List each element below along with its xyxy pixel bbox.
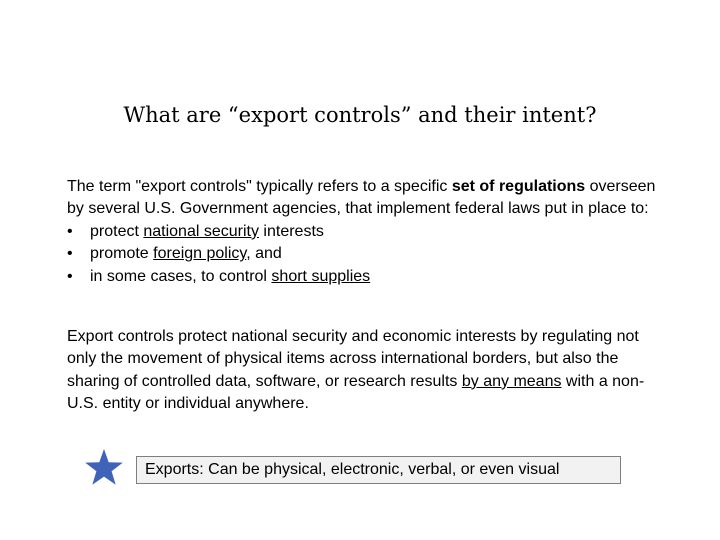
slide-title: What are “export controls” and their intent? bbox=[123, 103, 597, 127]
bullet-underlined: national security bbox=[143, 222, 259, 240]
regulations-emphasis: set of regulations bbox=[451, 178, 586, 195]
star-icon bbox=[84, 448, 124, 488]
bullet-text: in some cases, to control bbox=[90, 267, 272, 285]
bullet-text: interests bbox=[258, 222, 324, 240]
intent-list bbox=[67, 221, 667, 288]
exports-callout: Exports: Can be physical, electronic, verbal, or even visual bbox=[136, 456, 621, 484]
controls-text: Export controls protect national security and economic interests by regulating not only the movement of physical items across international borders, but also the sharing of controlled data, software, or research results bbox=[67, 328, 639, 390]
bullet-underlined: short supplies bbox=[271, 267, 371, 285]
bullet-underlined: foreign policy bbox=[153, 245, 247, 263]
bullet-text: promote bbox=[90, 245, 154, 263]
list-item bbox=[67, 221, 667, 243]
controls-text-end: with a non-U.S. entity or individual anywhere. bbox=[67, 372, 645, 413]
intro-text bbox=[67, 176, 667, 221]
bullet-text: protect bbox=[90, 222, 144, 240]
bullet-text: , and bbox=[246, 245, 282, 263]
list-item bbox=[67, 243, 667, 265]
controls-paragraph bbox=[67, 326, 667, 416]
intro-paragraph bbox=[67, 176, 667, 288]
intro-rest: overseen by several U.S. Government agencies, that implement federal laws put in place to: bbox=[67, 178, 656, 218]
list-item bbox=[67, 266, 667, 288]
any-means-underlined: by any means bbox=[461, 372, 562, 390]
intro-lead: The term "export controls" typically refers to a specific bbox=[67, 178, 452, 195]
